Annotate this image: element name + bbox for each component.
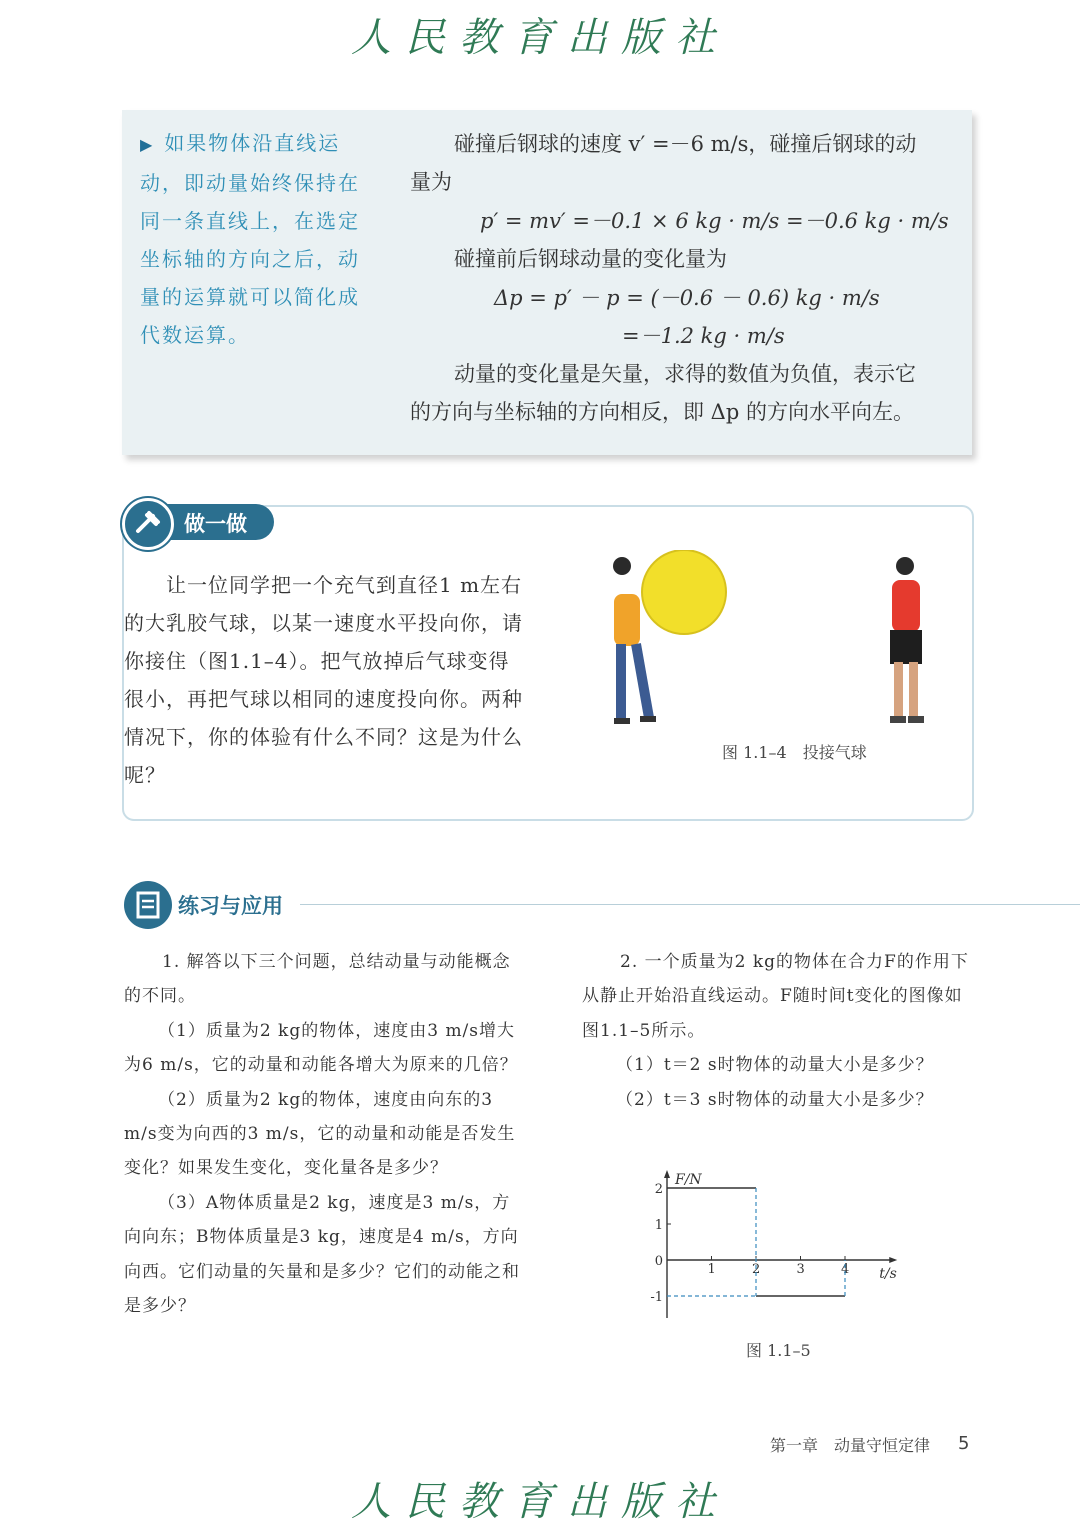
practice-title: 练习与应用: [178, 894, 283, 918]
page-number: 5: [958, 1433, 970, 1454]
question-2-stem: 2. 一个质量为2 kg的物体在合力F的作用下从静止开始沿直线运动。F随时间t变化的图像如图1.1–5所示。: [582, 952, 969, 1041]
x-axis-arrow: [889, 1257, 897, 1263]
question-2-part: （1）t＝2 s时物体的动量大小是多少？: [616, 1055, 934, 1076]
publisher-watermark-top: 人民教育出版社: [351, 15, 729, 61]
question-1-part: （1）质量为2 kg的物体，速度由3 m/s增大为6 m/s，它的动量和动能各增大为原来的几倍？: [124, 1020, 518, 1076]
x-tick-label: 4: [841, 1262, 850, 1277]
y-axis-label: F/N: [675, 1172, 702, 1188]
practice-divider: [300, 904, 1080, 905]
example-line: 动量的变化量是矢量，求得的数值为负值，表示它: [454, 362, 916, 386]
balloon-photo: [600, 550, 940, 740]
question-2: [582, 945, 974, 1117]
x-axis-label: t/s: [879, 1266, 897, 1282]
side-note: [140, 124, 372, 354]
hammer-icon: [122, 498, 174, 550]
do-it-text: [124, 566, 524, 794]
example-line: 的方向与坐标轴的方向相反，即 Δp 的方向水平向左。: [410, 400, 914, 424]
example-line: 量为: [410, 170, 452, 194]
example-equation: Δp = p′ － p = (－0.6 － 0.6) kg · m/s: [494, 286, 880, 310]
y-tick-label: 0: [654, 1254, 663, 1269]
force-time-chart: [640, 1140, 920, 1340]
chart-caption: 图 1.1–5: [746, 1341, 811, 1360]
question-2-part: （2）t＝3 s时物体的动量大小是多少？: [616, 1089, 934, 1110]
do-it-title: 做一做: [184, 512, 247, 536]
publisher-watermark-bottom: 人民教育出版社: [351, 1479, 729, 1525]
example-line: 碰撞后钢球的速度 v′ =－6 m/s，碰撞后钢球的动: [454, 132, 917, 156]
y-tick-label: 2: [654, 1182, 663, 1197]
x-tick-label: 1: [707, 1262, 716, 1277]
x-tick-label: 3: [796, 1262, 805, 1277]
example-line: 碰撞前后钢球动量的变化量为: [454, 247, 727, 271]
figure-caption: 图 1.1–4 投接气球: [722, 743, 867, 762]
y-tick-label: 1: [654, 1218, 663, 1233]
do-it-paragraph: 让一位同学把一个充气到直径1 m左右的大乳胶气球，以某一速度水平投向你，请你接住（图1.1–4）。把气放掉后气球变得很小，再把气球以相同的速度投向你。两种情况下，你的体验有什么不同？这是为什么呢？: [124, 573, 523, 787]
question-1-part: （3）A物体质量是2 kg，速度是3 m/s，方向向东；B物体质量是3 kg，速度是4 m/s，方向向西。它们动量的矢量和是多少？它们的动能之和是多少？: [124, 1192, 520, 1317]
question-1-part: （2）质量为2 kg的物体，速度由向东的3 m/s变为向西的3 m/s，它的动量和动能是否发生变化？如果发生变化，变化量各是多少？: [124, 1089, 516, 1179]
example-equation: =－1.2 kg · m/s: [622, 324, 785, 348]
side-note-text: 如果物体沿直线运动，即动量始终保持在同一条直线上，在选定坐标轴的方向之后，动量的运算就可以简化成代数运算。: [140, 131, 360, 347]
y-tick-label: -1: [650, 1290, 663, 1305]
x-tick-label: 2: [752, 1262, 761, 1277]
y-axis-arrow: [664, 1170, 670, 1178]
chapter-footer: 第一章 动量守恒定律: [770, 1436, 931, 1455]
question-1-stem: 1. 解答以下三个问题，总结动量与动能概念的不同。: [124, 952, 511, 1007]
notebook-icon: [124, 881, 172, 929]
example-equation: p′ = mv′ =－0.1 × 6 kg · m/s =－0.6 kg · m/s: [480, 209, 949, 233]
question-1: [124, 945, 520, 1323]
triangle-icon: ▶: [140, 135, 155, 154]
